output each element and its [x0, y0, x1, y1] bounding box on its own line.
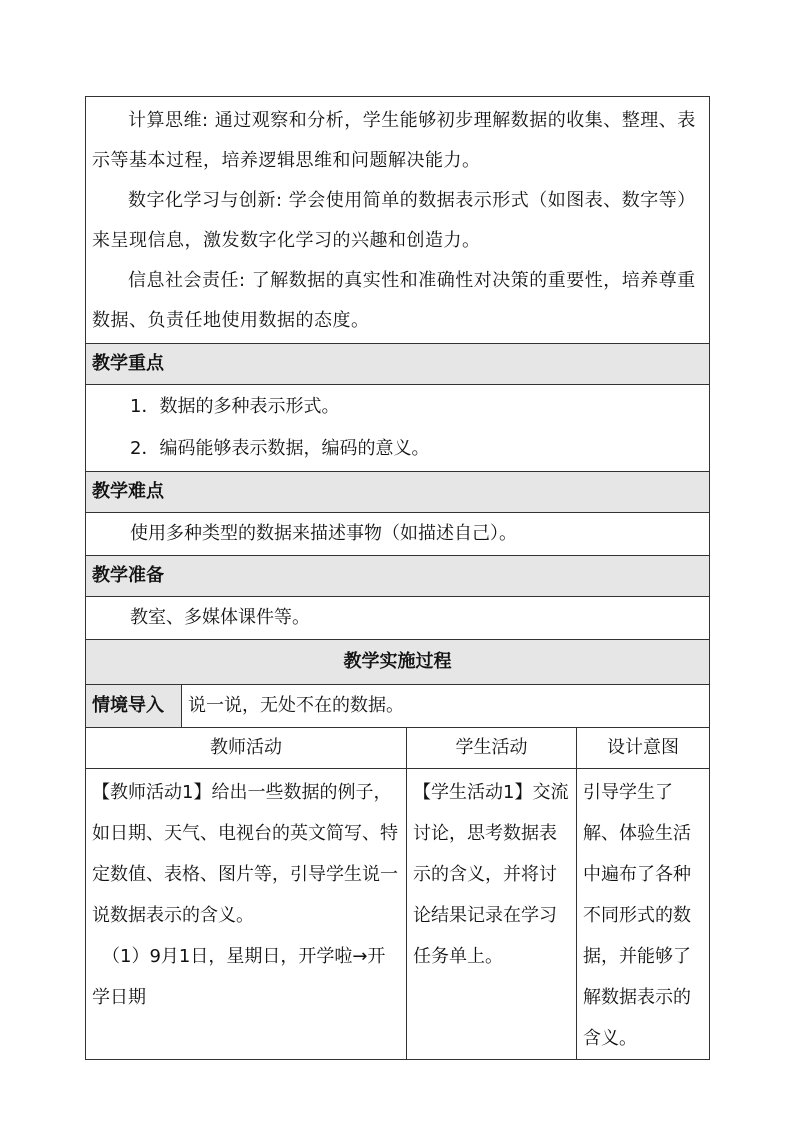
teacher-activity-cell	[86, 769, 407, 1060]
goal-digital-learning: 数字化学习与创新: 学会使用简单的数据表示形式（如图表、数字等）来呈现信息，激发数字化学习的兴趣和创造力。	[92, 190, 696, 251]
preparation-row	[86, 597, 710, 640]
column-header-student: 学生活动	[407, 728, 577, 769]
key-point-item: 2．编码能够表示数据，编码的意义。	[130, 438, 430, 459]
difficulties-header-row	[86, 472, 710, 513]
lesson-plan-document	[85, 96, 709, 1060]
preparation-label: 教学准备	[92, 565, 164, 586]
teacher-activity-example: （1）9月1日，星期日，开学啦→开学日期	[92, 946, 386, 1008]
activity-row	[86, 769, 710, 1060]
design-intent-text: 引导学生了解、体验生活中遍布了各种不同形式的数据，并能够了解数据表示的含义。	[583, 782, 691, 1049]
column-header-row	[86, 728, 710, 769]
goals-cell	[86, 97, 710, 344]
difficulties-label: 教学难点	[92, 481, 164, 502]
lesson-plan-table	[85, 96, 710, 1060]
design-intent-cell	[577, 769, 710, 1060]
intro-row	[86, 685, 710, 728]
column-header-teacher: 教师活动	[86, 728, 407, 769]
process-title: 教学实施过程	[343, 651, 452, 672]
teacher-activity-text: 【教师活动1】给出一些数据的例子，如日期、天气、电视台的英文简写、特定数值、表格、图片等，引导学生说一说数据表示的含义。	[92, 782, 398, 926]
intro-label: 情境导入	[86, 685, 182, 728]
preparation-text: 教室、多媒体课件等。	[130, 607, 310, 628]
process-header-row	[86, 640, 710, 685]
preparation-header-row	[86, 556, 710, 597]
goal-computational-thinking: 计算思维: 通过观察和分析，学生能够初步理解数据的收集、整理、表示等基本过程，培养逻辑思维和问题解决能力。	[92, 110, 696, 171]
intro-text: 说一说，无处不在的数据。	[182, 685, 710, 728]
difficulties-text: 使用多种类型的数据来描述事物（如描述自己）。	[130, 523, 517, 544]
key-points-header-row	[86, 344, 710, 385]
student-activity-text: 【学生活动1】交流讨论，思考数据表示的含义，并将讨论结果记录在学习任务单上。	[413, 782, 569, 967]
goals-row	[86, 97, 710, 344]
goal-social-responsibility: 信息社会责任: 了解数据的真实性和准确性对决策的重要性，培养尊重数据、负责任地使用数据的态度。	[92, 270, 696, 331]
student-activity-cell	[407, 769, 577, 1060]
key-point-item: 1．数据的多种表示形式。	[130, 396, 340, 417]
key-points-row	[86, 385, 710, 472]
column-header-design: 设计意图	[577, 728, 710, 769]
key-points-label: 教学重点	[92, 353, 164, 374]
difficulties-row	[86, 513, 710, 556]
